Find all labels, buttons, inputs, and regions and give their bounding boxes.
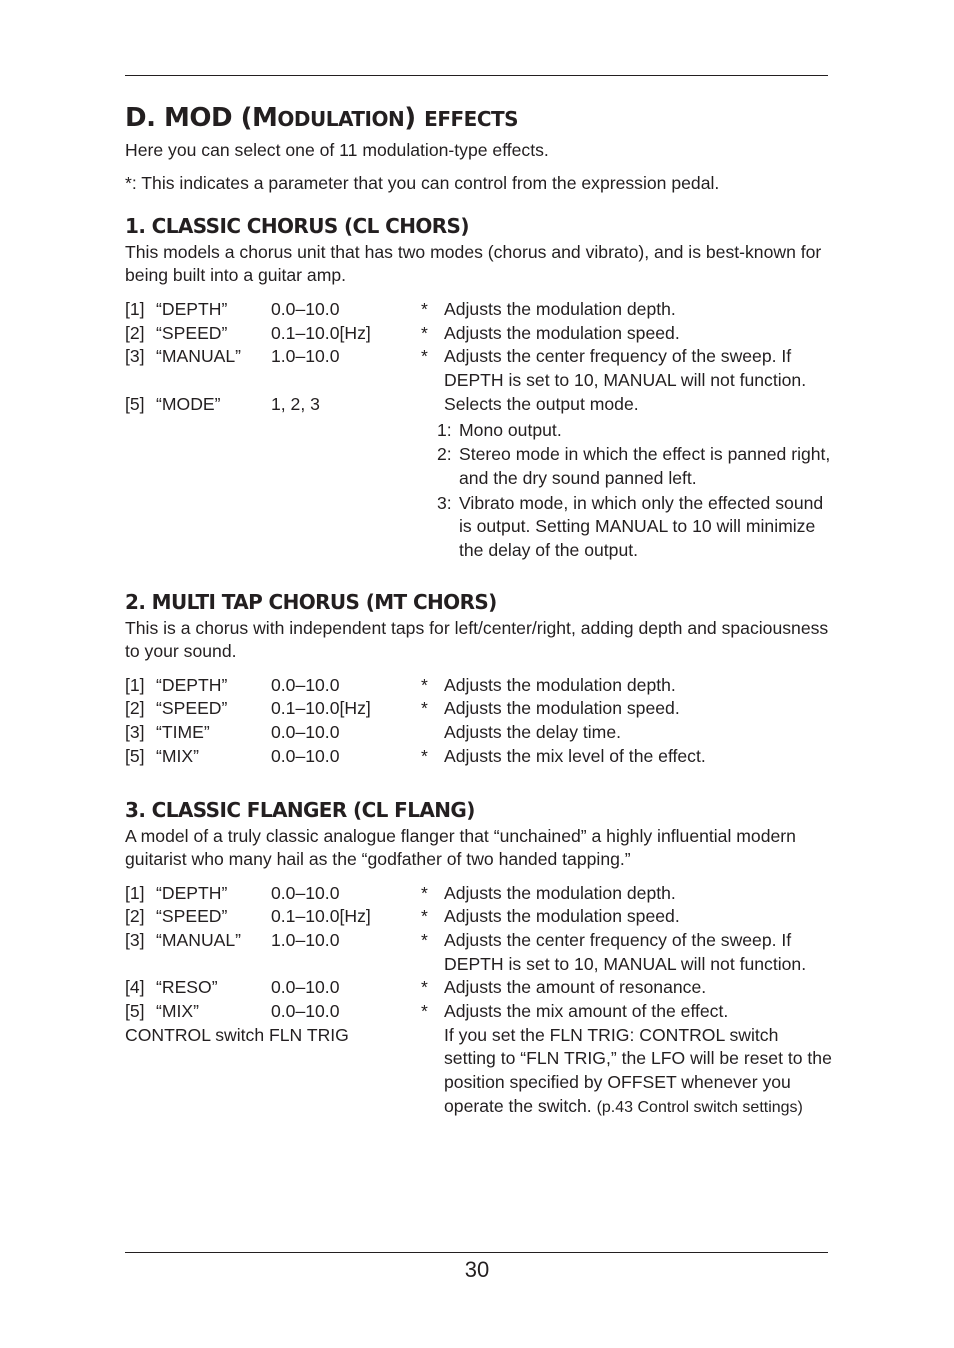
pedal-asterisk: *	[421, 698, 428, 719]
param-name: “SPEED”	[156, 698, 228, 719]
param-range: 0.1–10.0[Hz]	[271, 322, 371, 343]
title-smallcaps-2: EFFECTS	[424, 107, 519, 131]
param-number: [2]	[125, 698, 145, 719]
mode-option	[437, 419, 834, 443]
option-number: 1:	[437, 419, 452, 440]
param-name: “MIX”	[156, 745, 199, 766]
param-range: 0.1–10.0[Hz]	[271, 906, 371, 927]
param-description-block	[437, 393, 834, 564]
param-number: [5]	[125, 745, 145, 766]
param-description: Adjusts the modulation depth.	[444, 299, 676, 319]
pedal-asterisk: *	[421, 745, 428, 766]
section-description: This models a chorus unit that has two modes (chorus and vibrato), and is best-known for being built into a guitar amp.	[125, 242, 822, 285]
param-row	[125, 298, 834, 322]
param-row	[125, 393, 834, 564]
param-number: [1]	[125, 882, 145, 903]
option-number: 2:	[437, 444, 452, 465]
param-range: 1.0–10.0	[271, 346, 340, 367]
param-range: 0.0–10.0	[271, 674, 340, 695]
asterisk-note: *: This indicates a parameter that you can control from the expression pedal.	[125, 173, 720, 193]
section-title-classic-flanger: 3. CLASSIC FLANGER (CL FLANG)	[125, 797, 475, 822]
param-range: 0.0–10.0	[271, 745, 340, 766]
option-number: 3:	[437, 492, 452, 513]
param-description: Adjusts the modulation speed.	[444, 322, 680, 343]
param-description: Adjusts the delay time.	[444, 722, 622, 743]
param-description: Adjusts the modulation depth.	[444, 882, 676, 903]
param-description: Adjusts the modulation speed.	[444, 698, 680, 719]
param-number: [5]	[125, 393, 145, 414]
param-description: Adjusts the mix level of the effect.	[444, 745, 706, 766]
pedal-asterisk: *	[421, 929, 428, 950]
param-number: [4]	[125, 977, 145, 998]
param-range: 0.0–10.0	[271, 722, 340, 743]
param-name: “DEPTH”	[156, 674, 228, 695]
param-row	[125, 721, 834, 745]
param-range: 1.0–10.0	[271, 929, 340, 950]
title-main: D. MOD (M	[125, 103, 278, 133]
section-title-multi-tap-chorus: 2. MULTI TAP CHORUS (MT CHORS)	[125, 589, 497, 614]
param-number: [1]	[125, 674, 145, 695]
param-number: [3]	[125, 929, 145, 950]
param-description: Adjusts the modulation depth.	[444, 674, 676, 695]
title-smallcaps: ODULATION	[277, 107, 405, 131]
param-range: 1, 2, 3	[271, 393, 320, 414]
param-range: 0.0–10.0	[271, 882, 340, 903]
parameter-table	[125, 674, 834, 769]
title-paren: )	[404, 103, 425, 133]
param-row	[125, 345, 834, 392]
param-row	[125, 976, 834, 1000]
param-name: “SPEED”	[156, 906, 228, 927]
param-name: “TIME”	[156, 722, 210, 743]
param-description: Adjusts the center frequency of the sweep. If DEPTH is set to 10, MANUAL will not function.	[444, 929, 807, 974]
control-switch-description	[444, 1024, 834, 1120]
param-name: “RESO”	[156, 977, 218, 998]
intro-text: Here you can select one of 11 modulation-type effects.	[125, 140, 549, 160]
control-switch-label: CONTROL switch FLN TRIG	[125, 1024, 349, 1045]
param-range: 0.0–10.0	[271, 1001, 340, 1022]
param-name: “DEPTH”	[156, 299, 228, 319]
param-name: “SPEED”	[156, 322, 228, 343]
parameter-table	[125, 298, 834, 564]
control-switch-text: If you set the FLN TRIG: CONTROL switch setting to “FLN TRIG,” the LFO will be reset to the position specified by OFFSET whenever you operate the switch.	[444, 1024, 832, 1116]
parameter-table	[125, 882, 834, 1120]
param-range: 0.1–10.0[Hz]	[271, 698, 371, 719]
param-description: Adjusts the mix amount of the effect.	[444, 1001, 729, 1022]
param-description: Adjusts the modulation speed.	[444, 906, 680, 927]
param-number: [3]	[125, 722, 145, 743]
mode-option	[437, 443, 834, 490]
pedal-asterisk: *	[421, 882, 428, 903]
param-row	[125, 697, 834, 721]
param-description: Adjusts the center frequency of the sweep. If DEPTH is set to 10, MANUAL will not function.	[444, 346, 807, 391]
param-row	[125, 674, 834, 698]
param-number: [2]	[125, 906, 145, 927]
param-name: “MANUAL”	[156, 346, 242, 367]
param-row	[125, 1000, 834, 1024]
param-name: “DEPTH”	[156, 882, 228, 903]
pedal-asterisk: *	[421, 906, 428, 927]
pedal-asterisk-empty	[421, 1024, 444, 1120]
page-number: 30	[464, 1257, 490, 1282]
mode-options	[437, 419, 834, 563]
pedal-asterisk	[421, 721, 444, 745]
param-row	[125, 882, 834, 906]
param-row	[125, 905, 834, 929]
param-description: Selects the output mode.	[444, 393, 639, 414]
param-row	[125, 745, 834, 769]
page-title	[125, 98, 835, 138]
param-description: Adjusts the amount of resonance.	[444, 977, 707, 998]
param-number: [1]	[125, 299, 145, 319]
param-name: “MODE”	[156, 393, 221, 414]
page-content	[125, 98, 835, 1120]
param-name: “MIX”	[156, 1001, 199, 1022]
pedal-asterisk: *	[421, 674, 428, 695]
pedal-asterisk: *	[421, 299, 428, 319]
page-reference: (p.43 Control switch settings)	[596, 1098, 803, 1116]
control-switch-row	[125, 1024, 834, 1120]
section-description: A model of a truly classic analogue flanger that “unchained” a highly influential modern guitarist who many hail as the “godfather of two handed tapping.”	[125, 825, 796, 869]
section-title-classic-chorus: 1. CLASSIC CHORUS (CL CHORS)	[125, 214, 469, 238]
pedal-asterisk: *	[421, 977, 428, 998]
pedal-asterisk: *	[421, 1001, 428, 1022]
mode-option	[437, 492, 834, 563]
param-range: 0.0–10.0	[271, 977, 340, 998]
option-text: Stereo mode in which the effect is panned right, and the dry sound panned left.	[459, 444, 831, 488]
param-number: [5]	[125, 1001, 145, 1022]
param-row	[125, 929, 834, 976]
param-row	[125, 322, 834, 346]
section-description: This is a chorus with independent taps for left/center/right, adding depth and spaciousness to your sound.	[125, 617, 829, 661]
param-number: [2]	[125, 322, 145, 343]
pedal-asterisk: *	[421, 322, 428, 343]
option-text: Mono output.	[459, 419, 562, 440]
param-range: 0.0–10.0	[271, 299, 340, 319]
bottom-rule	[125, 1252, 828, 1253]
param-name: “MANUAL”	[156, 929, 242, 950]
top-rule	[125, 75, 828, 76]
pedal-asterisk: *	[421, 346, 428, 367]
param-number: [3]	[125, 346, 145, 367]
option-text: Vibrato mode, in which only the effected sound is output. Setting MANUAL to 10 will minimize the delay of the output.	[459, 492, 824, 561]
